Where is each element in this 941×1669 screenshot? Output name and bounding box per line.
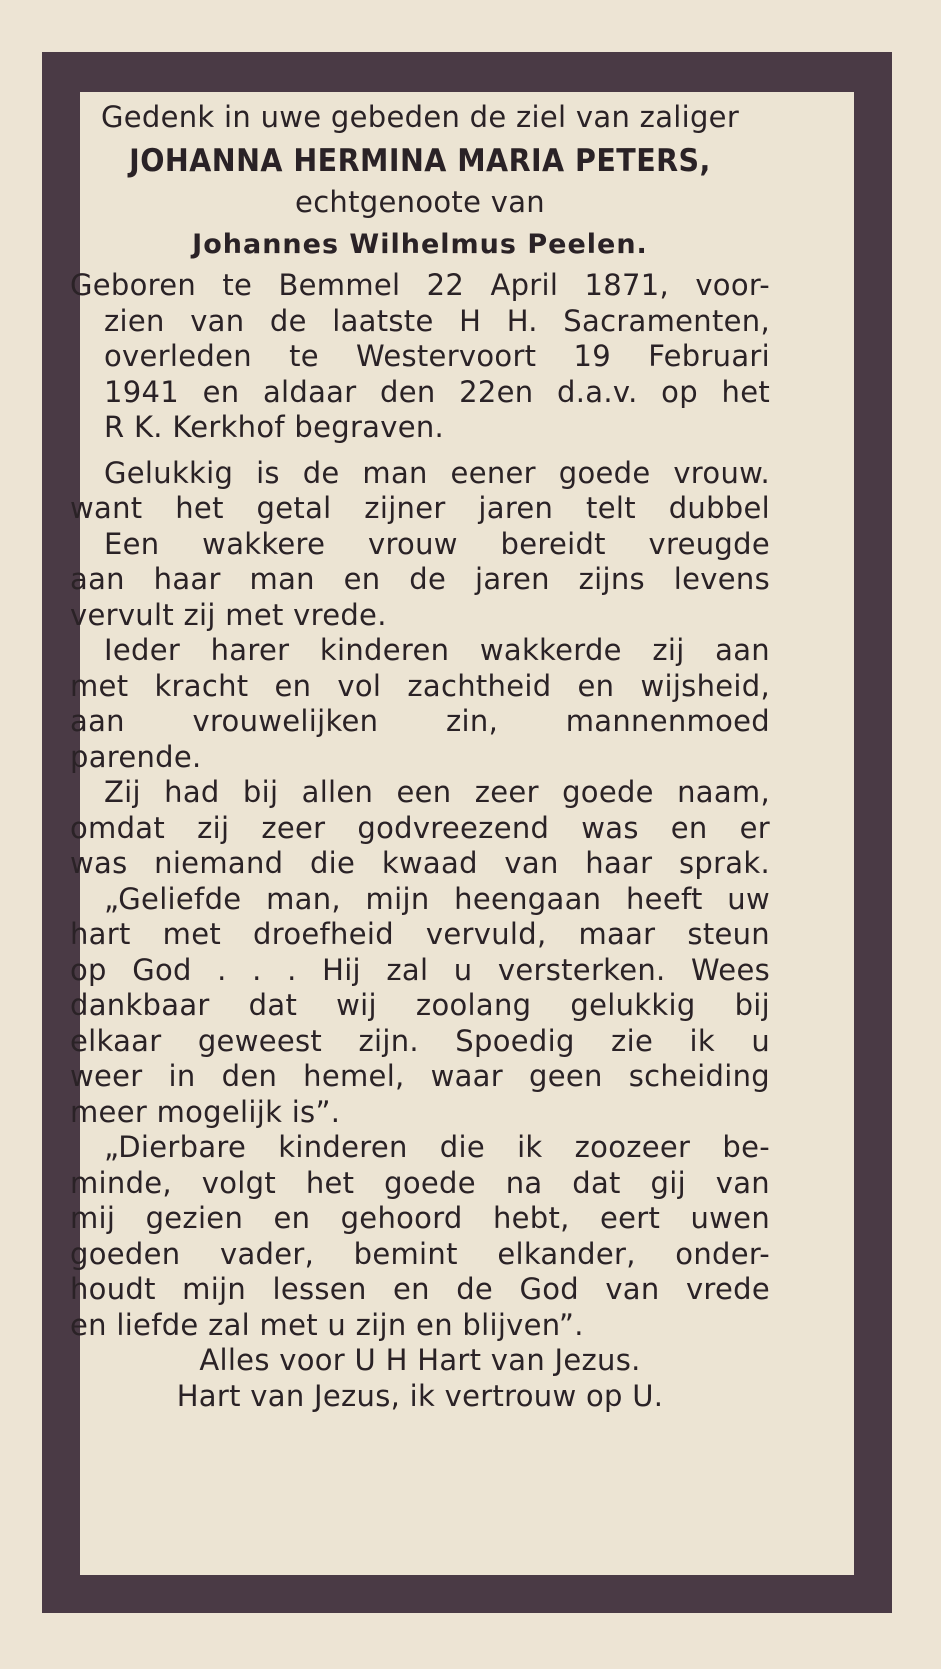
text-line: op God . . . Hij zal u versterken. Wees: [70, 952, 770, 987]
text-line: omdat zij zeer godvreezend was en er: [70, 810, 770, 845]
text-line: dankbaar dat wij zoolang gelukkig bij: [70, 988, 770, 1022]
biography-line: overleden te Westervoort 19 Februari: [104, 339, 770, 373]
deceased-name: JOHANNA HERMINA MARIA PETERS,: [129, 142, 711, 179]
text-line: en liefde zal met u zijn en blijven”.: [70, 1307, 584, 1342]
text-line: want het getal zijner jaren telt dubbel: [70, 491, 770, 525]
spouse-of-label: echtgenoote van: [295, 185, 545, 219]
biography-line: Geboren te Bemmel 22 April 1871, voor-: [70, 268, 770, 302]
text-line: Ieder harer kinderen wakkerde zij aan: [104, 633, 770, 667]
text-line: elkaar geweest zijn. Spoedig zie ik u: [70, 1023, 770, 1058]
scripture-text: [70, 456, 770, 1344]
text-line: minde, volgt het goede na dat gij van: [70, 1165, 770, 1200]
text-line: hart met droefheid vervuld, maar steun: [70, 917, 770, 951]
text-line: goeden vader, bemint elkander, onder-: [70, 1236, 770, 1271]
prayer-line: Alles voor U H Hart van Jezus.: [199, 1343, 641, 1377]
text-line: aan vrouwelijken zin, mannenmoed: [70, 704, 770, 738]
text-line: aan haar man en de jaren zijns levens: [70, 562, 770, 596]
card-text: [70, 100, 770, 1414]
text-line: meer mogelijk is”.: [70, 1094, 341, 1129]
text-line: vervult zij met vrede.: [70, 597, 387, 632]
biography-line: zien van de laatste H H. Sacramenten,: [104, 303, 770, 338]
husband-name: Johannes Wilhelmus Peelen.: [192, 228, 648, 260]
text-line: parende.: [70, 739, 202, 774]
intro-line: Gedenk in uwe gebeden de ziel van zaliger: [100, 100, 740, 134]
biography-line: 1941 en aldaar den 22en d.a.v. op het: [104, 374, 770, 409]
text-line: weer in den hemel, waar geen scheiding: [70, 1059, 770, 1093]
prayer-line: Hart van Jezus, ik vertrouw op U.: [176, 1378, 664, 1413]
text-line: mij gezien en gehoord hebt, eert uwen: [70, 1201, 770, 1235]
text-line: met kracht en vol zachtheid en wijsheid,: [70, 668, 770, 703]
text-line: houdt mijn lessen en de God van vrede: [70, 1272, 770, 1306]
text-line: Zij had bij allen een zeer goede naam,: [104, 775, 770, 809]
text-line: „Geliefde man, mijn heengaan heeft uw: [104, 881, 770, 916]
biography: [70, 268, 770, 446]
biography-line: R K. Kerkhof begraven.: [104, 410, 445, 444]
closing-prayers: [70, 1343, 770, 1414]
text-line: Gelukkig is de man eener goede vrouw.: [104, 455, 770, 490]
text-line: Een wakkere vrouw bereidt vreugde: [104, 526, 770, 561]
text-line: was niemand die kwaad van haar sprak.: [70, 846, 770, 880]
text-line: „Dierbare kinderen die ik zoozeer be-: [104, 1130, 770, 1164]
